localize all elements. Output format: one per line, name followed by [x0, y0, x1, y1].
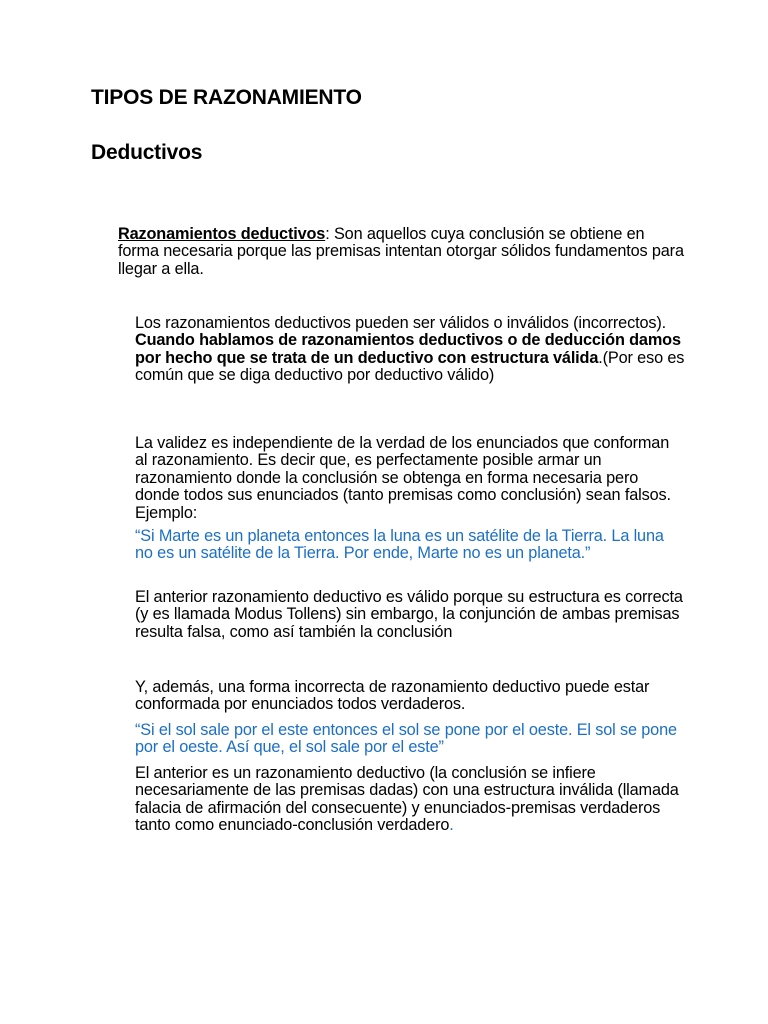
fallacy-paragraph — [135, 765, 685, 835]
truth-independence-paragraph: La validez es independiente de la verdad de los enunciados que conforman al razonamiento. Es decir que, es perfectamente posible armar un razonamiento donde la conclusión se obtenga en forma necesaria pero donde todos sus enunciados (tanto premisas como conclusión) sean falsos. Ejemplo: — [135, 434, 671, 522]
fallacy-end-period: . — [449, 816, 454, 835]
validity-intro: Los razonamientos deductivos pueden ser válidos o inválidos (incorrectos). — [135, 314, 666, 332]
document-title: TIPOS DE RAZONAMIENTO — [91, 86, 362, 109]
invalid-form-paragraph: Y, además, una forma incorrecta de razonamiento deductivo puede estar conformada por enunciados todos verdaderos. — [135, 678, 650, 714]
definition-paragraph — [118, 226, 688, 278]
modus-tollens-paragraph: El anterior razonamiento deductivo es válido porque su estructura es correcta (y es llamada Modus Tollens) sin embargo, la conjunción de ambas premisas resulta falsa, como así también la conclusión — [135, 588, 683, 641]
definition-text: Son aquellos cuya conclusión se obtiene en forma necesaria porque las premisas intentan otorgar sólidos fundamentos para llegar a ella. — [118, 225, 684, 278]
section-heading: Deductivos — [91, 141, 203, 164]
fallacy-text: El anterior es un razonamiento deductivo (la conclusión se infiere necesariamente de las premisas dadas) con una estructura inválida (llamada falacia de afirmación del consecuente) y enunciados-premisas verdaderos tanto como enunciado-conclusión verdadero — [135, 764, 679, 835]
example-quote-mars: “Si Marte es un planeta entonces la luna es un satélite de la Tierra. La luna no es un satélite de la Tierra. Por ende, Marte no es un planeta.” — [135, 527, 664, 563]
definition-colon: : — [325, 225, 330, 243]
validity-bold-statement: Cuando hablamos de razonamientos deductivos o de deducción damos por hecho que se trata de un deductivo con estructura válida — [135, 331, 681, 367]
definition-term: Razonamientos deductivos — [118, 225, 326, 243]
example-quote-sun: “Si el sol sale por el este entonces el sol se pone por el oeste. El sol se pone por el oeste. Así que, el sol sale por el este” — [135, 721, 677, 757]
validity-note: .(Por eso es común que se diga deductivo por deductivo válido) — [135, 348, 685, 385]
validity-paragraph — [135, 315, 685, 385]
